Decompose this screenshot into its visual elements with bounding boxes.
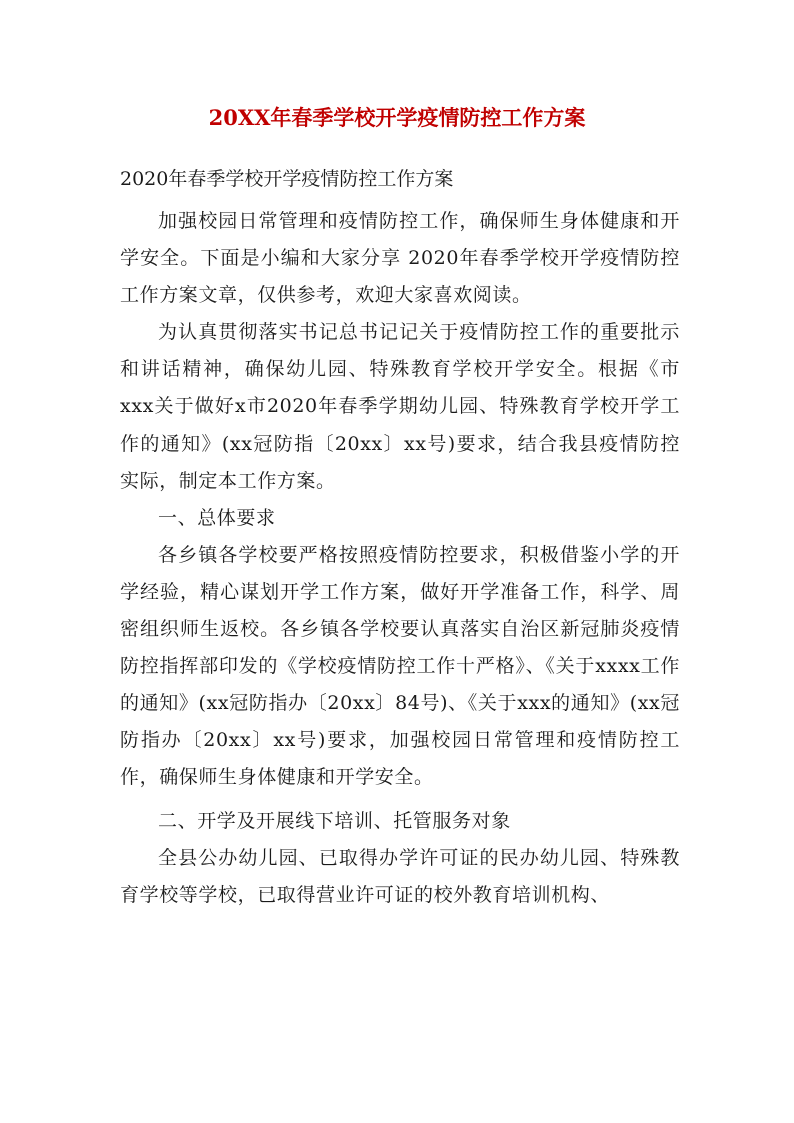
document-subtitle: 2020年春季学校开学疫情防控工作方案	[120, 168, 454, 190]
paragraph-scope: 全县公办幼儿园、已取得办学许可证的民办幼儿园、特殊教育学校等学校，已取得营业许可证的校外教育培训机构、	[120, 846, 680, 906]
paragraph-intro: 加强校园日常管理和疫情防控工作，确保师生身体健康和开学安全。下面是小编和大家分享 2020年春季学校开学疫情防控工作方案文章，仅供参考，欢迎大家喜欢阅读。	[120, 210, 680, 307]
document-body	[120, 203, 680, 914]
paragraph-purpose: 为认真贯彻落实书记总书记记关于疫情防控工作的重要批示和讲话精神，确保幼儿园、特殊教育学校开学安全。根据《市xxx关于做好x市2020年春季学期幼儿园、特殊教育学校开学工作的通知》(xx冠防指〔20xx〕xx号)要求，结合我县疫情防控实际，制定本工作方案。	[120, 321, 680, 492]
section-heading-2: 二、开学及开展线下培训、托管服务对象	[158, 809, 511, 832]
document-title: 20XX年春季学校开学疫情防控工作方案	[208, 105, 586, 130]
paragraph-requirements: 各乡镇各学校要严格按照疫情防控要求，积极借鉴小学的开学经验，精心谋划开学工作方案，做好开学准备工作，科学、周密组织师生返校。各乡镇各学校要认真落实自治区新冠肺炎疫情防控指挥部印发的《学校疫情防控工作十严格》、《关于xxxx工作的通知》(xx冠防指办〔20xx〕84号)、《关于xxx的通知》(xx冠防指办〔20xx〕xx号)要求，加强校园日常管理和疫情防控工作，确保师生身体健康和开学安全。	[120, 543, 680, 789]
section-heading-1: 一、总体要求	[158, 506, 276, 529]
